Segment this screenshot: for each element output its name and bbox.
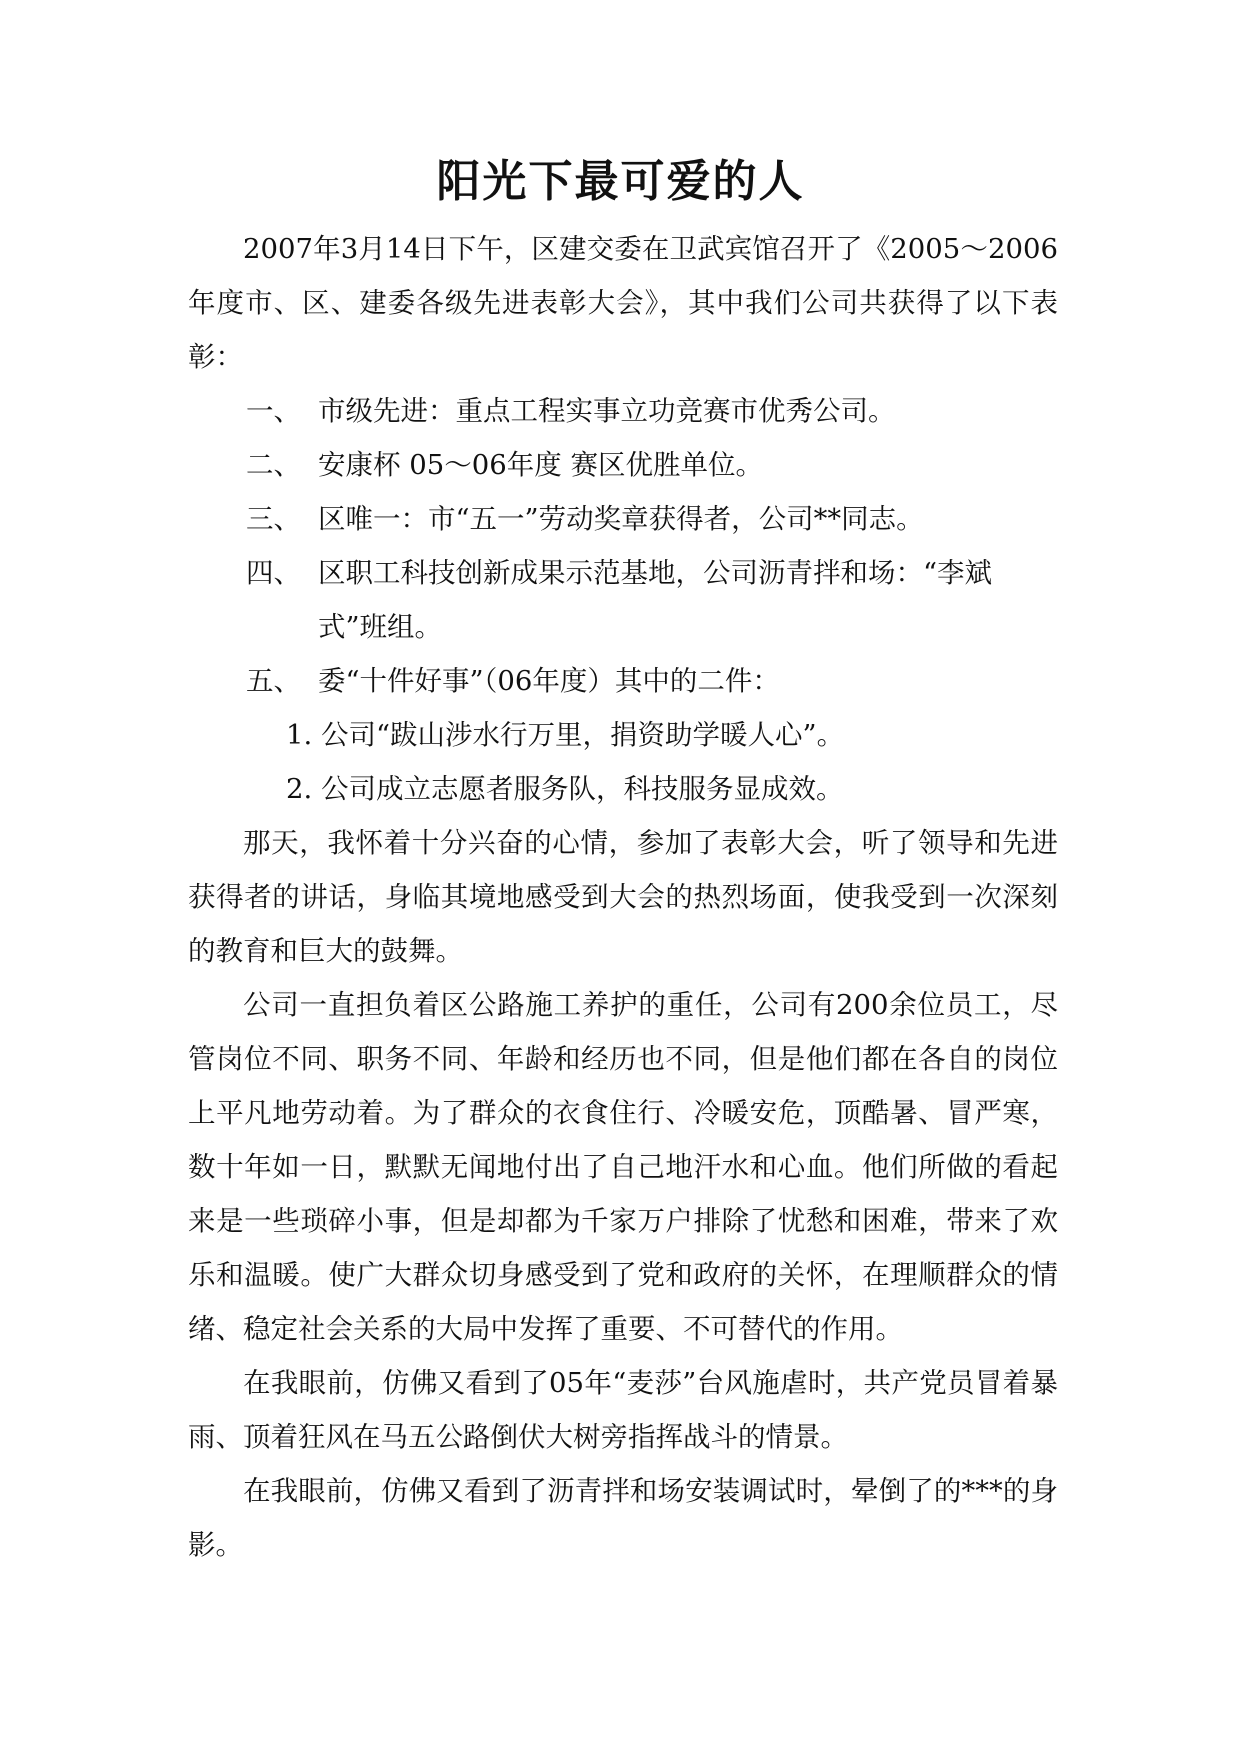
award-item bbox=[188, 492, 1058, 546]
award-number: 二、 bbox=[246, 449, 301, 481]
document-title: 阳光下最可爱的人 bbox=[436, 156, 805, 207]
paragraph-typhoon: 在我眼前，仿佛又看到了05年“麦莎”台风施虐时，共产党员冒着暴雨、顶着狂风在马五公路倒伏大树旁指挥战斗的情景。 bbox=[188, 1367, 1058, 1453]
award-item bbox=[188, 438, 1058, 492]
award-text: 委“十件好事”（06年度）其中的二件： bbox=[318, 665, 780, 697]
award-item bbox=[188, 546, 1058, 654]
paragraph-company: 公司一直担负着区公路施工养护的重任，公司有200余位员工，尽管岗位不同、职务不同、年龄和经历也不同，但是他们都在各自的岗位上平凡地劳动着。为了群众的衣食住行、冷暖安危，顶酷暑、冒严寒，数十年如一日，默默无闻地付出了自己地汗水和心血。他们所做的看起来是一些琐碎小事，但是却都为千家万户排除了忧愁和困难，带来了欢乐和温暖。使广大群众切身感受到了党和政府的关怀，在理顺群众的情绪、稳定社会关系的大局中发挥了重要、不可替代的作用。 bbox=[188, 989, 1058, 1345]
award-number: 五、 bbox=[246, 665, 301, 697]
award-text: 安康杯 05～06年度 赛区优胜单位。 bbox=[318, 449, 763, 481]
award-number: 四、 bbox=[246, 557, 301, 589]
award-number: 三、 bbox=[246, 503, 301, 535]
paragraph-asphalt: 在我眼前，仿佛又看到了沥青拌和场安装调试时，晕倒了的***的身影。 bbox=[188, 1475, 1058, 1561]
award-item bbox=[188, 384, 1058, 438]
document-body bbox=[188, 222, 1058, 1572]
award-text: 市级先进：重点工程实事立功竞赛市优秀公司。 bbox=[318, 395, 896, 427]
award-text: 区职工科技创新成果示范基地，公司沥青拌和场：“李斌式”班组。 bbox=[318, 557, 993, 643]
award-number: 一、 bbox=[246, 395, 301, 427]
award-text: 区唯一：市“五一”劳动奖章获得者，公司**同志。 bbox=[318, 503, 924, 535]
award-item bbox=[188, 654, 1058, 708]
paragraph-meeting: 那天，我怀着十分兴奋的心情，参加了表彰大会，听了领导和先进获得者的讲话，身临其境地感受到大会的热烈场面，使我受到一次深刻的教育和巨大的鼓舞。 bbox=[188, 827, 1058, 967]
sub-item: 2. 公司成立志愿者服务队，科技服务显成效。 bbox=[286, 773, 844, 805]
paragraph-intro: 2007年3月14日下午，区建交委在卫武宾馆召开了《2005～2006年度市、区、建委各级先进表彰大会》，其中我们公司共获得了以下表彰： bbox=[188, 233, 1058, 373]
sub-item: 1. 公司“跋山涉水行万里，捐资助学暖人心”。 bbox=[286, 719, 845, 751]
